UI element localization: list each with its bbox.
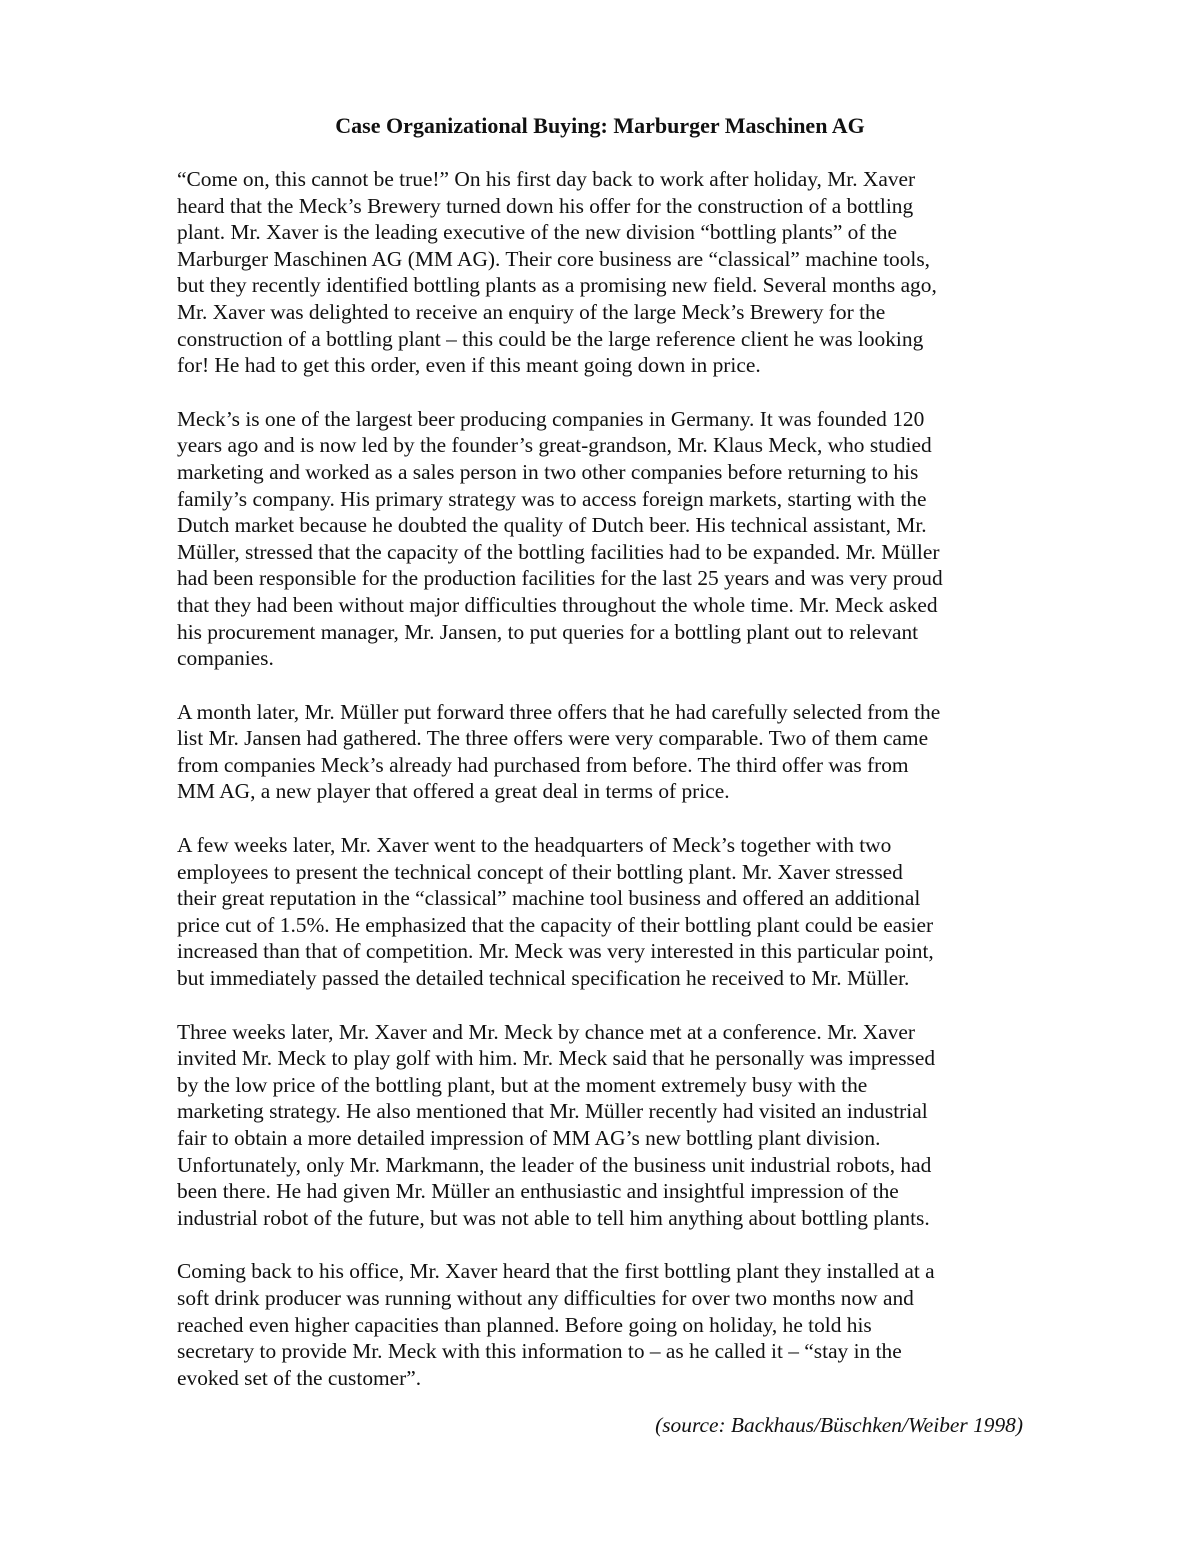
paragraph-line: Coming back to his office, Mr. Xaver heard that the first bottling plant they installed at a xyxy=(177,1259,935,1284)
paragraph-line: heard that the Meck’s Brewery turned down his offer for the construction of a bottling xyxy=(177,193,914,218)
paragraph-line: increased than that of competition. Mr. Meck was very interested in this particular point, xyxy=(177,939,934,964)
paragraph-line: reached even higher capacities than planned. Before going on holiday, he told his xyxy=(177,1312,872,1337)
paragraph-line: Meck’s is one of the largest beer producing companies in Germany. It was founded 120 xyxy=(177,406,925,431)
paragraph-line: secretary to provide Mr. Meck with this information to – as he called it – “stay in the xyxy=(177,1339,902,1364)
paragraph-line: his procurement manager, Mr. Jansen, to put queries for a bottling plant out to relevant xyxy=(177,619,919,644)
document-title: Case Organizational Buying: Marburger Maschinen AG xyxy=(335,113,865,138)
body-paragraph xyxy=(177,406,1025,672)
paragraph-line: fair to obtain a more detailed impression of MM AG’s new bottling plant division. xyxy=(177,1126,881,1150)
paragraph-line: been there. He had given Mr. Müller an enthusiastic and insightful impression of the xyxy=(177,1179,899,1204)
body-paragraph xyxy=(177,1019,1025,1232)
paragraph-line: MM AG, a new player that offered a great deal in terms of price. xyxy=(177,779,730,804)
paragraph-line: soft drink producer was running without any difficulties for over two months now and xyxy=(177,1285,914,1310)
paragraph-line: Three weeks later, Mr. Xaver and Mr. Meck by chance met at a conference. Mr. Xaver xyxy=(177,1019,915,1044)
body-paragraph xyxy=(177,699,1025,805)
paragraph-line: family’s company. His primary strategy was to access foreign markets, starting with the xyxy=(177,486,927,511)
paragraph-line: that they had been without major difficulties throughout the whole time. Mr. Meck asked xyxy=(177,592,938,617)
paragraph-line: years ago and is now led by the founder’s great-grandson, Mr. Klaus Meck, who studied xyxy=(177,433,932,458)
paragraph-line: industrial robot of the future, but was not able to tell him anything about bottling plants. xyxy=(177,1205,930,1230)
body-paragraph xyxy=(177,166,1025,379)
paragraph-line: but immediately passed the detailed technical specification he received to Mr. Müller. xyxy=(177,966,910,991)
paragraph-line: Mr. Xaver was delighted to receive an enquiry of the large Meck’s Brewery for the xyxy=(177,299,886,324)
paragraph-line: marketing and worked as a sales person in two other companies before returning to his xyxy=(177,459,919,484)
paragraph-line: by the low price of the bottling plant, but at the moment extremely busy with the xyxy=(177,1072,868,1097)
paragraph-line: Unfortunately, only Mr. Markmann, the leader of the business unit industrial robots, had xyxy=(177,1152,932,1177)
paragraph-line: A few weeks later, Mr. Xaver went to the headquarters of Meck’s together with two xyxy=(177,833,892,858)
paragraph-line: plant. Mr. Xaver is the leading executive of the new division “bottling plants” of the xyxy=(177,220,897,245)
paragraph-line: but they recently identified bottling plants as a promising new field. Several months ago, xyxy=(177,273,937,298)
paragraph-line: “Come on, this cannot be true!” On his first day back to work after holiday, Mr. Xaver xyxy=(177,167,916,191)
document-body xyxy=(177,166,1025,1418)
paragraph-line: from companies Meck’s already had purchased from before. The third offer was from xyxy=(177,752,909,777)
paragraph-line: construction of a bottling plant – this could be the large reference client he was looking xyxy=(177,326,924,351)
paragraph-line: companies. xyxy=(177,646,274,671)
source-citation: (source: Backhaus/Büschken/Weiber 1998) xyxy=(655,1413,1023,1437)
paragraph-line: their great reputation in the “classical” machine tool business and offered an additional xyxy=(177,886,921,911)
paragraph-line: price cut of 1.5%. He emphasized that the capacity of their bottling plant could be easier xyxy=(177,912,934,937)
paragraph-line: for! He had to get this order, even if this meant going down in price. xyxy=(177,353,761,378)
paragraph-line: invited Mr. Meck to play golf with him. Mr. Meck said that he personally was impressed xyxy=(177,1046,936,1071)
paragraph-line: Müller, stressed that the capacity of the bottling facilities had to be expanded. Mr. Müller xyxy=(177,539,940,564)
paragraph-line: list Mr. Jansen had gathered. The three offers were very comparable. Two of them came xyxy=(177,726,929,751)
body-paragraph xyxy=(177,1258,1025,1391)
paragraph-line: employees to present the technical concept of their bottling plant. Mr. Xaver stressed xyxy=(177,859,903,884)
paragraph-line: Dutch market because he doubted the quality of Dutch beer. His technical assistant, Mr. xyxy=(177,513,927,538)
paragraph-line: A month later, Mr. Müller put forward three offers that he had carefully selected from the xyxy=(177,699,941,724)
body-paragraph xyxy=(177,832,1025,992)
paragraph-line: marketing strategy. He also mentioned that Mr. Müller recently had visited an industrial xyxy=(177,1099,928,1124)
paragraph-line: Marburger Maschinen AG (MM AG). Their core business are “classical” machine tools, xyxy=(177,246,931,271)
paragraph-line: evoked set of the customer”. xyxy=(177,1365,422,1390)
paragraph-line: had been responsible for the production facilities for the last 25 years and was very proud xyxy=(177,566,943,591)
